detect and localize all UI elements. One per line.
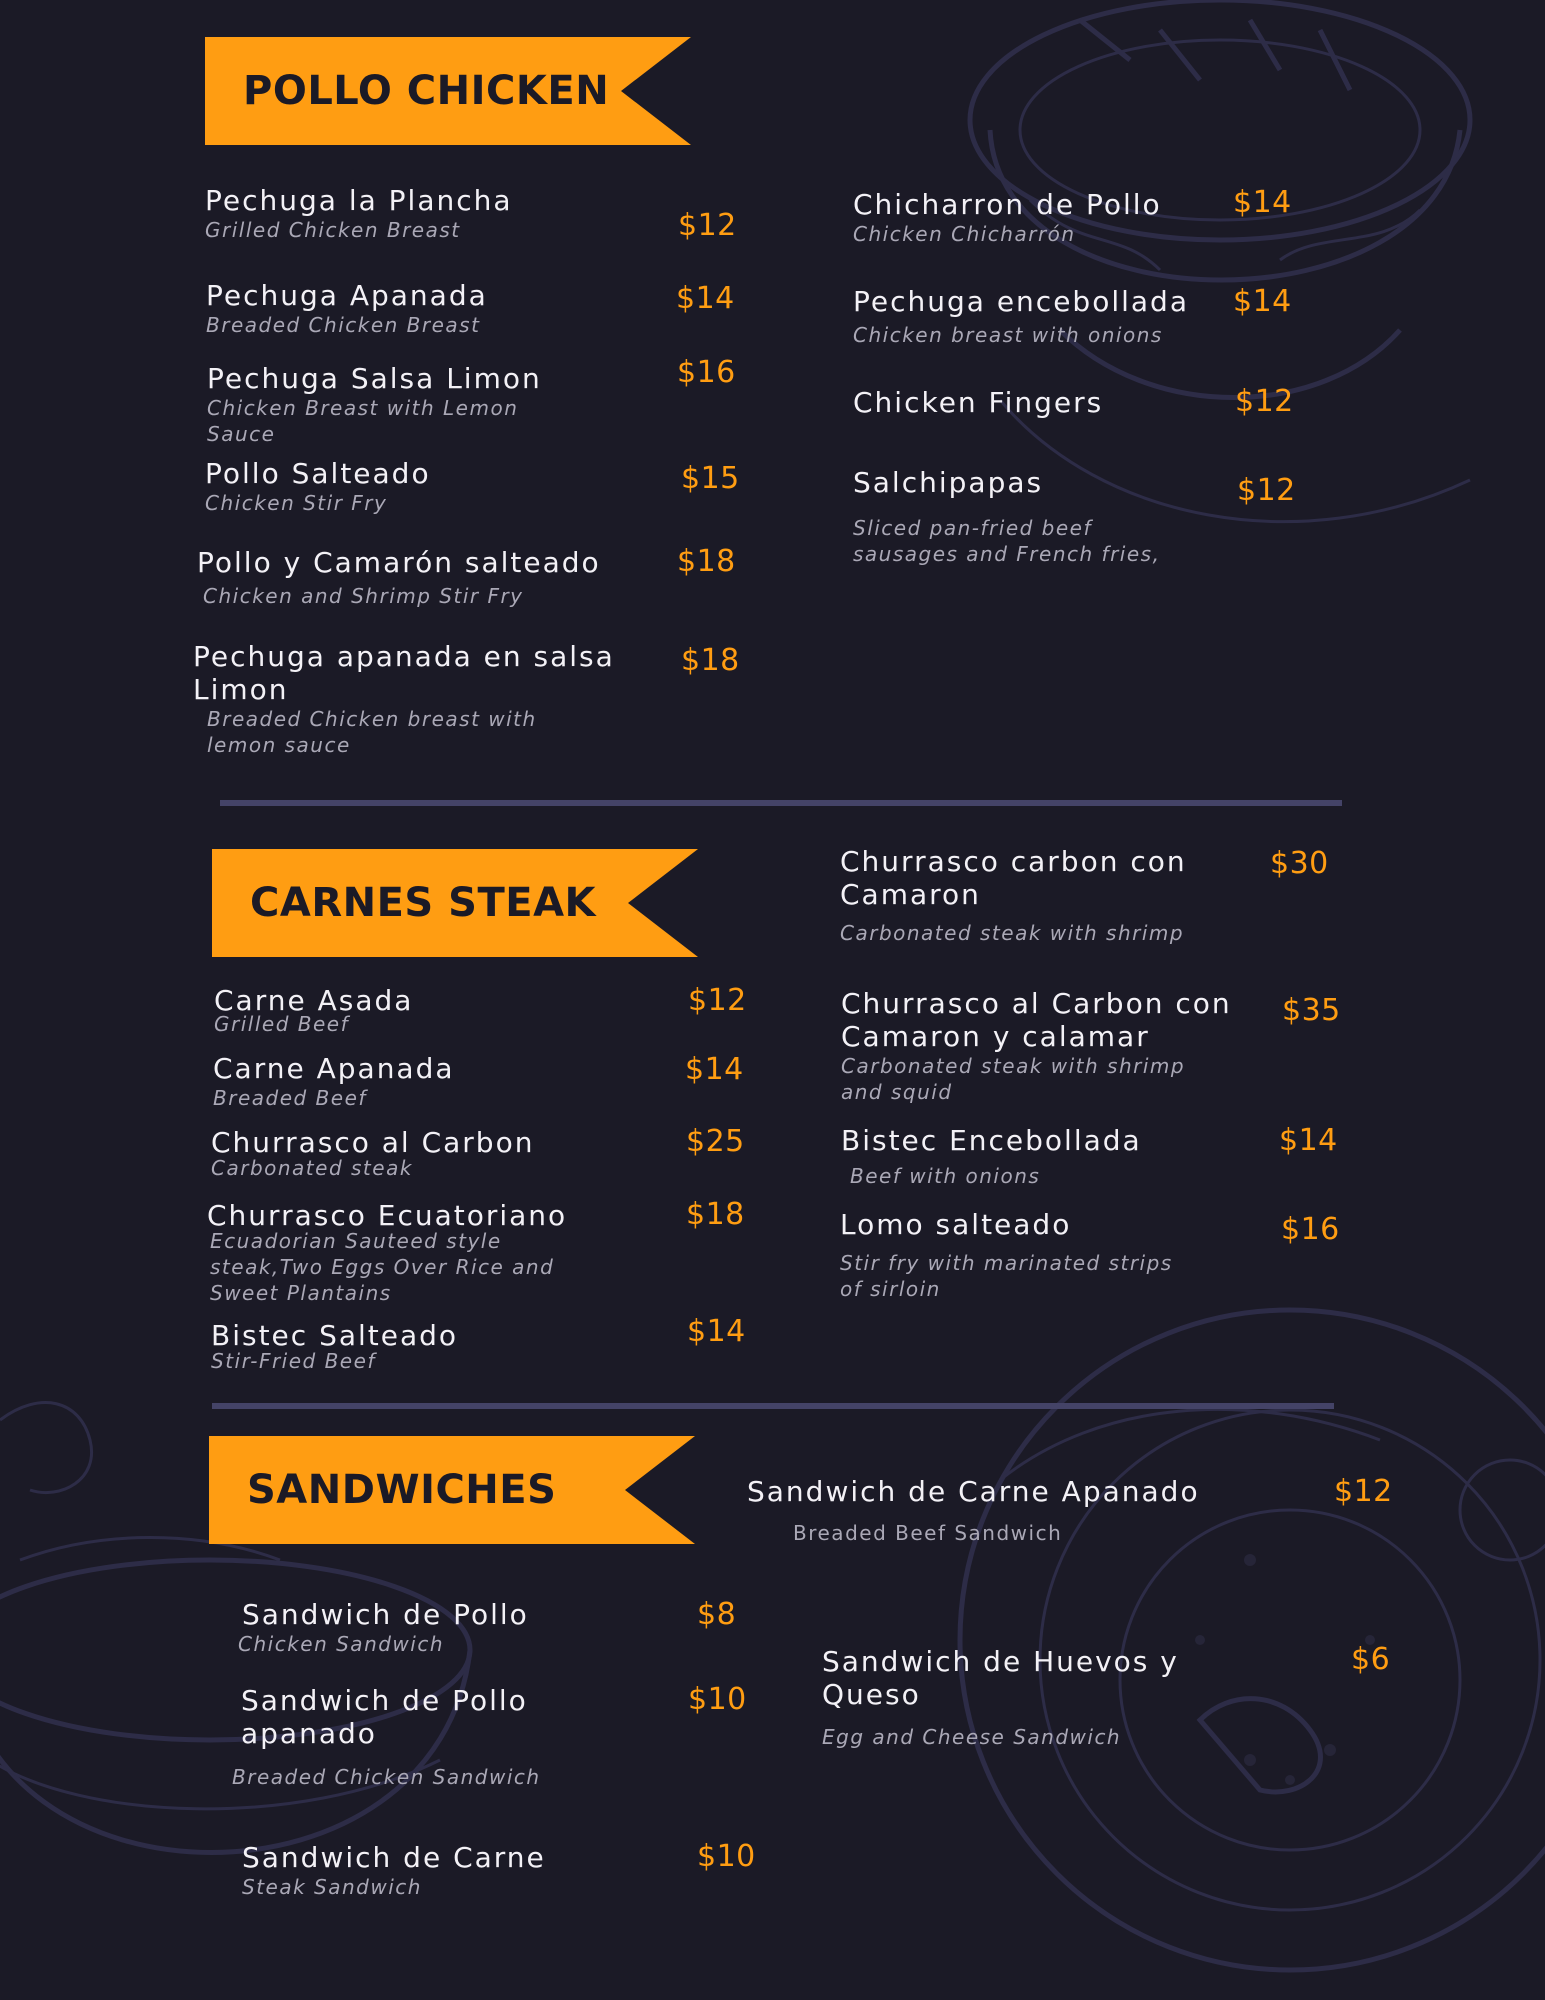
item-price: $18 (681, 643, 740, 678)
menu-item (853, 386, 1103, 419)
section-title-carnes: CARNES STEAK (250, 880, 597, 926)
item-name: Sandwich de Huevos y Queso (822, 1645, 1179, 1711)
section-divider (220, 800, 1342, 806)
item-desc: Breaded Beef (213, 1086, 367, 1110)
menu-item (841, 987, 1232, 1105)
item-desc: Stir-Fried Beef (211, 1349, 376, 1373)
item-desc: Breaded Beef Sandwich (793, 1521, 1063, 1545)
item-desc: Grilled Chicken Breast (205, 218, 461, 242)
item-name: Pechuga Salsa Limon (207, 362, 542, 395)
item-desc: Egg and Cheese Sandwich (822, 1725, 1122, 1749)
item-price: $6 (1351, 1642, 1391, 1677)
item-price: $15 (681, 461, 740, 496)
item-price: $10 (697, 1839, 756, 1874)
item-price: $14 (676, 281, 735, 316)
item-desc: Ecuadorian Sauteed style steak,Two Eggs Over Rice and Sweet Plantains (210, 1229, 555, 1305)
item-desc: Chicken Breast with Lemon Sauce (207, 396, 519, 446)
item-price: $14 (1279, 1123, 1338, 1158)
menu-item (207, 1199, 567, 1306)
item-price: $25 (686, 1124, 745, 1159)
menu-item (822, 1645, 1179, 1750)
item-name: Chicharron de Pollo (853, 188, 1162, 221)
item-name: Bistec Salteado (211, 1319, 459, 1352)
item-name: Pechuga apanada en salsa Limon (193, 640, 615, 706)
item-name: Churrasco carbon con Camaron (840, 845, 1187, 911)
item-price: $35 (1282, 993, 1341, 1028)
item-name: Sandwich de Carne Apanado (747, 1475, 1200, 1508)
item-desc: Carbonated steak (211, 1156, 413, 1180)
item-desc: Stir fry with marinated strips of sirloin (840, 1251, 1173, 1301)
section-banner-pollo (205, 37, 691, 145)
item-name: Bistec Encebollada (841, 1124, 1142, 1157)
section-title-sandwiches: SANDWICHES (247, 1467, 557, 1513)
item-name: Lomo salteado (840, 1208, 1072, 1241)
item-desc: Chicken and Shrimp Stir Fry (203, 584, 524, 608)
item-name: Sandwich de Pollo apanado (241, 1684, 528, 1750)
item-price: $10 (688, 1682, 747, 1717)
menu-item (197, 546, 601, 609)
item-desc: Carbonated steak with shrimp and squid (841, 1054, 1186, 1104)
item-name: Carne Asada (214, 984, 414, 1017)
item-price: $12 (1237, 473, 1296, 508)
menu-item (840, 845, 1187, 946)
item-desc: Steak Sandwich (242, 1875, 422, 1899)
item-name: Pechuga encebollada (853, 285, 1189, 318)
menu-item (853, 285, 1189, 348)
item-price: $12 (688, 983, 747, 1018)
item-price: $12 (1235, 384, 1294, 419)
item-name: Pollo y Camarón salteado (197, 546, 601, 579)
item-name: Churrasco al Carbon (211, 1126, 535, 1159)
section-title-pollo: POLLO CHICKEN (243, 68, 610, 114)
menu-item (853, 466, 1160, 567)
menu-item (747, 1475, 1200, 1546)
item-name: Churrasco al Carbon con Camaron y calamar (841, 987, 1232, 1053)
item-price: $14 (1233, 284, 1292, 319)
menu-item (841, 1124, 1142, 1189)
item-name: Chicken Fingers (853, 386, 1104, 419)
menu-item (211, 1126, 534, 1181)
menu-item (232, 1684, 541, 1790)
item-price: $18 (686, 1197, 745, 1232)
item-desc: Carbonated steak with shrimp (840, 921, 1185, 945)
menu-item (213, 1052, 455, 1111)
item-name: Carne Apanada (213, 1052, 455, 1085)
item-name: Pechuga Apanada (206, 279, 488, 312)
section-banner-carnes (212, 849, 698, 957)
item-desc: Chicken Chicharrón (853, 222, 1076, 246)
item-desc: Chicken Stir Fry (205, 491, 388, 515)
item-price: $12 (678, 208, 737, 243)
item-price: $14 (685, 1052, 744, 1087)
menu-item (205, 184, 513, 243)
item-price: $16 (677, 355, 736, 390)
menu-item (214, 984, 413, 1037)
section-divider (212, 1403, 1334, 1409)
item-desc: Chicken breast with onions (853, 323, 1163, 347)
item-price: $18 (677, 544, 736, 579)
item-desc: Beef with onions (850, 1164, 1041, 1188)
item-name: Sandwich de Carne (242, 1841, 546, 1874)
item-price: $16 (1281, 1212, 1340, 1247)
menu-item (242, 1841, 546, 1900)
item-price: $14 (1233, 185, 1292, 220)
item-name: Salchipapas (853, 466, 1044, 499)
item-price: $14 (687, 1314, 746, 1349)
menu-item (193, 640, 615, 758)
menu-item (207, 362, 542, 447)
item-name: Pechuga la Plancha (205, 184, 513, 217)
item-desc: Chicken Sandwich (238, 1632, 445, 1656)
menu-item (211, 1319, 458, 1374)
menu-item (206, 279, 488, 338)
item-price: $30 (1270, 846, 1329, 881)
menu-item (840, 1208, 1173, 1302)
item-name: Churrasco Ecuatoriano (207, 1199, 568, 1232)
menu-item (853, 188, 1162, 247)
section-banner-sandwiches (209, 1436, 695, 1544)
item-price: $8 (697, 1597, 737, 1632)
item-desc: Grilled Beef (214, 1012, 350, 1036)
menu-item (205, 457, 431, 516)
item-desc: Breaded Chicken breast with lemon sauce (207, 707, 537, 757)
item-desc: Sliced pan-fried beef sausages and French fries, (853, 516, 1161, 566)
item-name: Pollo Salteado (205, 457, 431, 490)
item-name: Sandwich de Pollo (242, 1598, 529, 1631)
item-desc: Breaded Chicken Sandwich (232, 1765, 541, 1789)
item-desc: Breaded Chicken Breast (206, 313, 481, 337)
item-price: $12 (1334, 1474, 1393, 1509)
menu-item (238, 1598, 529, 1657)
